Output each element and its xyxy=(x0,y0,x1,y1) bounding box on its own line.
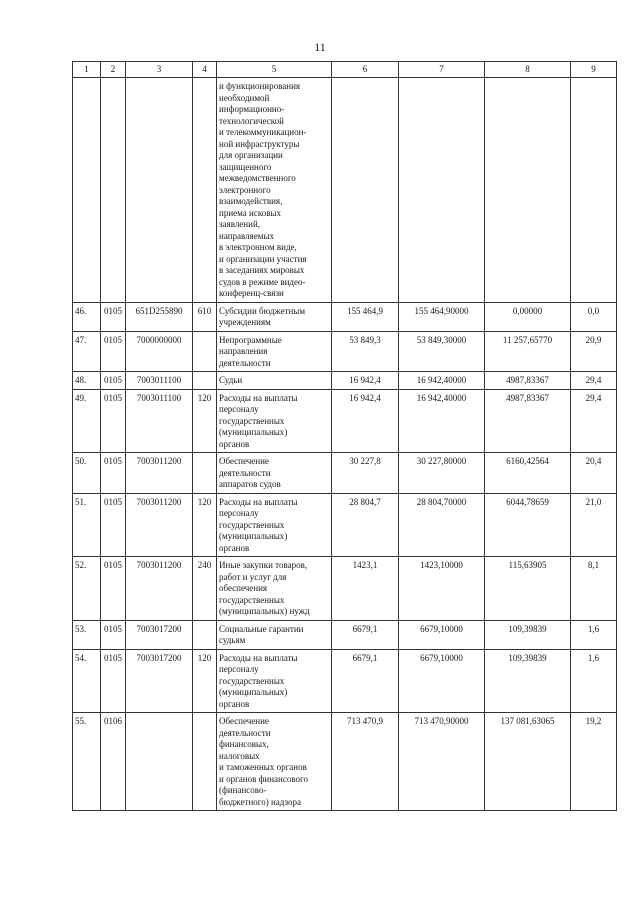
refined-amount-cell: 30 227,80000 xyxy=(399,453,485,494)
target-article-cell: 7003017200 xyxy=(126,620,193,649)
row-number-cell: 54. xyxy=(73,649,101,713)
item-name-cell: и функционирования необходимой информационно- технологической и телекоммуникацион- ной инфраструктуры для организации защищенного межведомственного электронного взаимодействия, приема исковых заявлений, направляемых в электронном виде, и организации участия в заседаниях мировых судов в режиме видео- конференц-связи xyxy=(217,78,332,303)
item-name-cell: Социальные гарантии судьям xyxy=(217,620,332,649)
row-number-cell: 46. xyxy=(73,302,101,331)
table-row xyxy=(73,557,617,621)
executed-amount-cell: 4987,83367 xyxy=(485,389,571,453)
target-article-cell: 651D255890 xyxy=(126,302,193,331)
target-article-cell xyxy=(126,78,193,303)
item-name-cell: Обеспечение деятельности аппаратов судов xyxy=(217,453,332,494)
header-cell: 7 xyxy=(399,62,485,78)
executed-amount-cell: 115,63905 xyxy=(485,557,571,621)
header-cell: 1 xyxy=(73,62,101,78)
expense-type-cell xyxy=(193,331,217,372)
section-code-cell: 0105 xyxy=(101,372,126,390)
expense-type-cell xyxy=(193,372,217,390)
expense-type-cell: 120 xyxy=(193,389,217,453)
percent-cell: 1,6 xyxy=(571,620,617,649)
item-name-cell: Обеспечение деятельности финансовых, налоговых и таможенных органов и органов финансового (финансово- бюджетного) надзора xyxy=(217,713,332,811)
plan-amount-cell: 713 470,9 xyxy=(332,713,399,811)
percent-cell: 8,1 xyxy=(571,557,617,621)
percent-cell: 29,4 xyxy=(571,372,617,390)
expense-type-cell: 120 xyxy=(193,649,217,713)
column-number-row xyxy=(73,62,617,78)
executed-amount-cell: 6044,78659 xyxy=(485,493,571,557)
item-name-cell: Непрограммные направления деятельности xyxy=(217,331,332,372)
target-article-cell: 7003011100 xyxy=(126,389,193,453)
target-article-cell: 7003011200 xyxy=(126,557,193,621)
percent-cell xyxy=(571,78,617,303)
section-code-cell: 0106 xyxy=(101,713,126,811)
plan-amount-cell xyxy=(332,78,399,303)
item-name-cell: Расходы на выплаты персоналу государственных (муниципальных) органов xyxy=(217,649,332,713)
refined-amount-cell: 1423,10000 xyxy=(399,557,485,621)
plan-amount-cell: 6679,1 xyxy=(332,649,399,713)
table-body xyxy=(73,78,617,811)
target-article-cell: 7000000000 xyxy=(126,331,193,372)
refined-amount-cell: 6679,10000 xyxy=(399,620,485,649)
section-code-cell xyxy=(101,78,126,303)
expense-type-cell: 120 xyxy=(193,493,217,557)
table-row xyxy=(73,493,617,557)
expense-type-cell: 610 xyxy=(193,302,217,331)
plan-amount-cell: 30 227,8 xyxy=(332,453,399,494)
plan-amount-cell: 28 804,7 xyxy=(332,493,399,557)
section-code-cell: 0105 xyxy=(101,389,126,453)
section-code-cell: 0105 xyxy=(101,493,126,557)
header-cell: 3 xyxy=(126,62,193,78)
row-number-cell: 48. xyxy=(73,372,101,390)
item-name-cell: Иные закупки товаров, работ и услуг для обеспечения государственных (муниципальных) нужд xyxy=(217,557,332,621)
percent-cell: 1,6 xyxy=(571,649,617,713)
percent-cell: 20,4 xyxy=(571,453,617,494)
table-row xyxy=(73,649,617,713)
percent-cell: 21,0 xyxy=(571,493,617,557)
expense-type-cell: 240 xyxy=(193,557,217,621)
target-article-cell: 7003011200 xyxy=(126,493,193,557)
refined-amount-cell: 713 470,90000 xyxy=(399,713,485,811)
target-article-cell: 7003011200 xyxy=(126,453,193,494)
refined-amount-cell: 28 804,70000 xyxy=(399,493,485,557)
section-code-cell: 0105 xyxy=(101,302,126,331)
executed-amount-cell: 109,39839 xyxy=(485,649,571,713)
section-code-cell: 0105 xyxy=(101,453,126,494)
expense-type-cell xyxy=(193,453,217,494)
executed-amount-cell: 0,00000 xyxy=(485,302,571,331)
header-cell: 9 xyxy=(571,62,617,78)
row-number-cell: 47. xyxy=(73,331,101,372)
row-number-cell: 53. xyxy=(73,620,101,649)
executed-amount-cell xyxy=(485,78,571,303)
refined-amount-cell: 16 942,40000 xyxy=(399,389,485,453)
percent-cell: 19,2 xyxy=(571,713,617,811)
table-row xyxy=(73,331,617,372)
header-cell: 8 xyxy=(485,62,571,78)
table-row xyxy=(73,453,617,494)
target-article-cell: 7003011100 xyxy=(126,372,193,390)
table-row xyxy=(73,372,617,390)
row-number-cell: 49. xyxy=(73,389,101,453)
executed-amount-cell: 137 081,63065 xyxy=(485,713,571,811)
item-name-cell: Субсидии бюджетным учреждениям xyxy=(217,302,332,331)
executed-amount-cell: 109,39839 xyxy=(485,620,571,649)
expense-type-cell xyxy=(193,713,217,811)
executed-amount-cell: 4987,83367 xyxy=(485,372,571,390)
row-number-cell: 51. xyxy=(73,493,101,557)
percent-cell: 29,4 xyxy=(571,389,617,453)
plan-amount-cell: 53 849,3 xyxy=(332,331,399,372)
row-number-cell: 52. xyxy=(73,557,101,621)
item-name-cell: Расходы на выплаты персоналу государственных (муниципальных) органов xyxy=(217,493,332,557)
plan-amount-cell: 1423,1 xyxy=(332,557,399,621)
item-name-cell: Судьи xyxy=(217,372,332,390)
section-code-cell: 0105 xyxy=(101,620,126,649)
row-number-cell xyxy=(73,78,101,303)
section-code-cell: 0105 xyxy=(101,331,126,372)
section-code-cell: 0105 xyxy=(101,557,126,621)
expense-type-cell xyxy=(193,620,217,649)
plan-amount-cell: 6679,1 xyxy=(332,620,399,649)
plan-amount-cell: 16 942,4 xyxy=(332,372,399,390)
row-number-cell: 50. xyxy=(73,453,101,494)
target-article-cell xyxy=(126,713,193,811)
budget-table xyxy=(72,61,617,811)
item-name-cell: Расходы на выплаты персоналу государственных (муниципальных) органов xyxy=(217,389,332,453)
refined-amount-cell: 6679,10000 xyxy=(399,649,485,713)
table-row xyxy=(73,78,617,303)
page-number: 11 xyxy=(314,40,326,54)
refined-amount-cell: 16 942,40000 xyxy=(399,372,485,390)
plan-amount-cell: 16 942,4 xyxy=(332,389,399,453)
refined-amount-cell xyxy=(399,78,485,303)
header-cell: 5 xyxy=(217,62,332,78)
header-cell: 6 xyxy=(332,62,399,78)
table-row xyxy=(73,389,617,453)
percent-cell: 20,9 xyxy=(571,331,617,372)
percent-cell: 0,0 xyxy=(571,302,617,331)
table-row xyxy=(73,713,617,811)
executed-amount-cell: 6160,42564 xyxy=(485,453,571,494)
row-number-cell: 55. xyxy=(73,713,101,811)
section-code-cell: 0105 xyxy=(101,649,126,713)
table-row xyxy=(73,620,617,649)
refined-amount-cell: 53 849,30000 xyxy=(399,331,485,372)
plan-amount-cell: 155 464,9 xyxy=(332,302,399,331)
refined-amount-cell: 155 464,90000 xyxy=(399,302,485,331)
expense-type-cell xyxy=(193,78,217,303)
target-article-cell: 7003017200 xyxy=(126,649,193,713)
header-cell: 4 xyxy=(193,62,217,78)
header-cell: 2 xyxy=(101,62,126,78)
executed-amount-cell: 11 257,65770 xyxy=(485,331,571,372)
table-row xyxy=(73,302,617,331)
